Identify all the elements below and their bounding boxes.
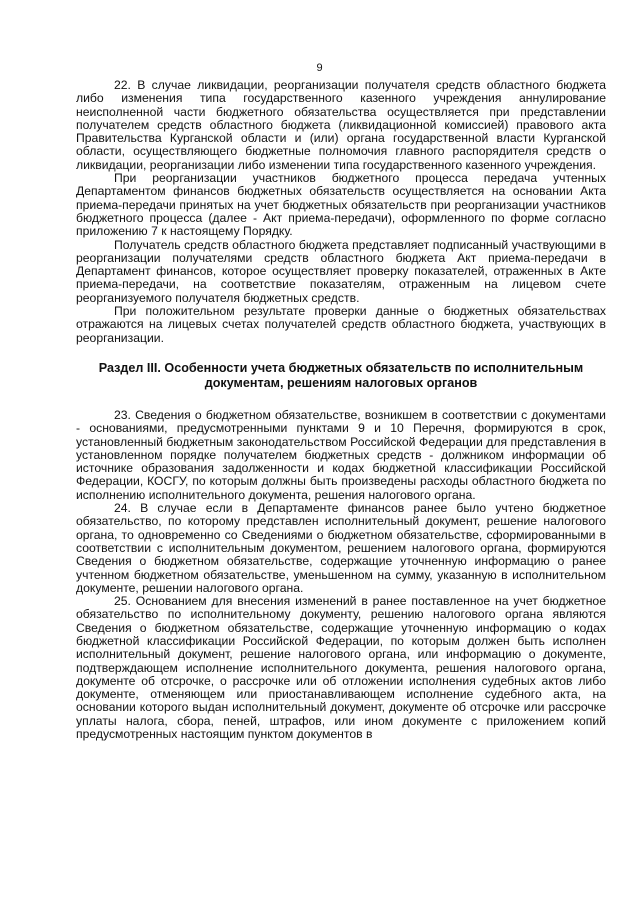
page-number: 9 — [316, 62, 323, 74]
document-body — [76, 79, 606, 741]
paragraph-24: 24. В случае если в Департаменте финансов ранее было учтено бюджетное обязательство, по которому представлен исполнительный документ, решение налогового органа, то одновременно со Сведениями о бюджетном обязательстве, сформированными в соответствии с исполнительным документом, решением налогового органа, формируются Сведения о бюджетном обязательстве, содержащие уточненную информацию о ранее учтенном бюджетном обязательстве, уменьшенном на сумму, указанную в исполнительном документе, решении налогового органа. — [76, 501, 606, 595]
paragraph-positive-check: При положительном результате проверки данные о бюджетных обязательствах отражаются на лицевых счетах получателей средств областного бюджета, участвующих в реорганизации. — [76, 304, 606, 345]
paragraph-23: 23. Сведения о бюджетном обязательстве, возникшем в соответствии с документами - основаниями, предусмотренными пунктами 9 и 10 Перечня, формируются в срок, установленный бюджетным законодательством Российской Федерации для представления в установленном порядке получателем бюджетных средств - должником информации об источнике образования задолженности и кодах бюджетной классификации Российской Федерации, КОСГУ, по которым должны быть произведены расходы областного бюджета по исполнению исполнительного документа, решения налогового органа. — [76, 407, 606, 502]
paragraph-25: 25. Основанием для внесения изменений в ранее поставленное на учет бюджетное обязательство по исполнительному документу, решению налогового органа являются Сведения о бюджетном обязательстве, содержащие уточненную информацию о кодах бюджетной классификации Российской Федерации, по которым должен быть исполнен исполнительный документ, решение налогового органа, или информацию о документе, подтверждающем исполнение исполнительного документа, решения налогового органа, документе об отсрочке, о рассрочке или об отложении исполнения судебных актов либо документе, отменяющем или приостанавливающем исполнение судебного акта, на основании которого выдан исполнительный документ, документе об отсрочке или рассрочке уплаты налога, сбора, пеней, штрафов, или ином документе с приложением копий предусмотренных настоящим пунктом документов в — [76, 594, 606, 742]
section-heading-line-1: Раздел III. Особенности учета бюджетных обязательств по исполнительным — [98, 360, 584, 375]
section-heading-line-2: документам, решениям налоговых органов — [204, 375, 478, 390]
paragraph-reorganization-transfer: При реорганизации участников бюджетного процесса передача учтенных Департаментом финансов бюджетных обязательств осуществляется на основании Акта приема-передачи принятых на учет бюджетных обязательств при реорганизации участников бюджетного процесса (далее - Акт приема-передачи), оформленного по форме согласно приложению 7 к настоящему Порядку. — [76, 171, 606, 239]
paragraph-recipient-submission: Получатель средств областного бюджета представляет подписанный участвующими в реорганизации получателями средств областного бюджета Акт приема-передачи в Департамент финансов, которое осуществляет проверку показателей, отраженных в Акте приема-передачи, на соответствие показателям, отраженным на лицевом счете реорганизуемого получателя бюджетных средств. — [76, 237, 606, 305]
paragraph-22: 22. В случае ликвидации, реорганизации получателя средств областного бюджета либо изменения типа государственного казенного учреждения аннулирование неисполненной части бюджетного обязательства осуществляется при представлении получателем средств областного бюджета (ликвидационной комиссией) правового акта Правительства Курганской области и (или) органа государственной власти Курганской области, осуществляющего бюджетные полномочия главного распорядителя средств о ликвидации, реорганизации либо изменении типа государственного казенного учреждения. — [76, 78, 606, 172]
section-heading — [76, 361, 606, 391]
